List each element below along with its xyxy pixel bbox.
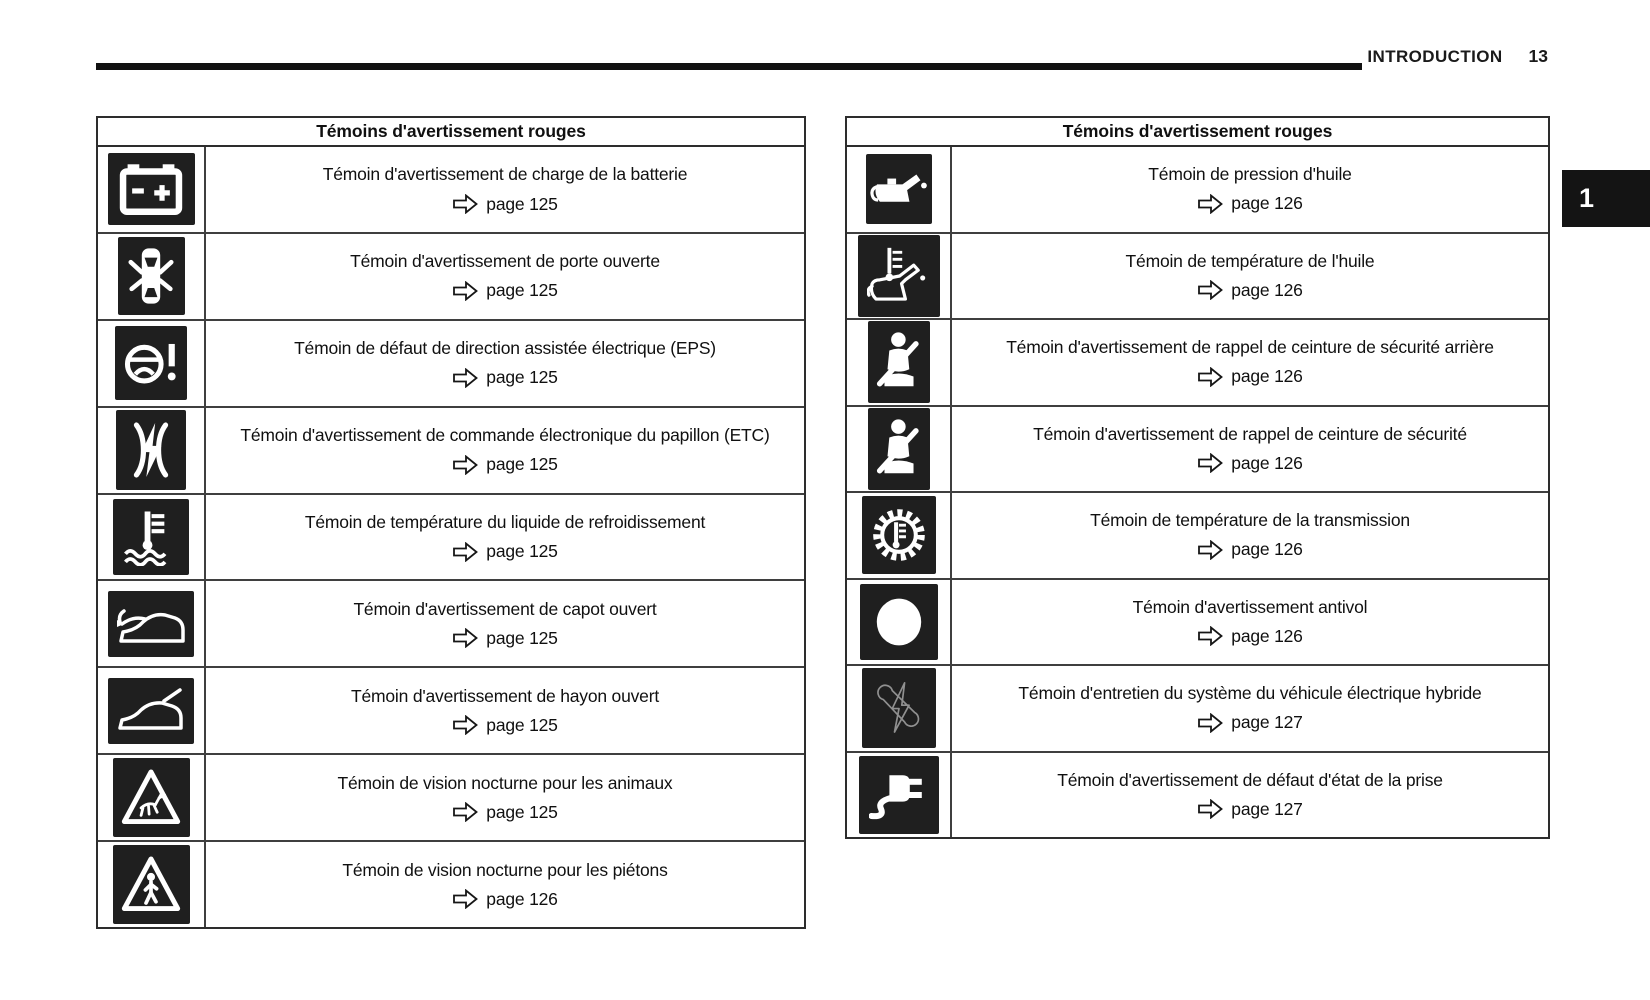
telltale-text-cell xyxy=(952,407,1548,492)
telltale-text-cell xyxy=(206,234,804,319)
telltale-icon-cell xyxy=(847,753,952,838)
transmission-temperature-icon xyxy=(862,496,936,574)
telltale-text-cell xyxy=(206,581,804,666)
warning-light-label: Témoin de pression d'huile xyxy=(1148,164,1352,185)
telltale-icon-cell xyxy=(98,755,206,840)
telltale-icon-cell xyxy=(98,147,206,232)
page-number: 13 xyxy=(1528,46,1548,66)
telltale-text-cell xyxy=(206,842,804,927)
page-reference-link[interactable] xyxy=(1197,193,1302,214)
telltale-icon-cell xyxy=(847,320,952,405)
table-row xyxy=(98,406,804,493)
page-reference-link[interactable] xyxy=(452,367,557,388)
telltale-text-cell xyxy=(952,493,1548,578)
telltale-icon-cell xyxy=(98,842,206,927)
telltale-text-cell xyxy=(206,147,804,232)
page-reference-text: page 125 xyxy=(486,454,558,475)
seatbelt-reminder-rear-icon xyxy=(868,321,930,403)
page-arrow-icon xyxy=(1197,194,1223,214)
page-arrow-icon xyxy=(452,889,478,909)
warning-light-label: Témoin de vision nocturne pour les piétons xyxy=(342,859,668,880)
page-reference-link[interactable] xyxy=(452,541,557,562)
table-title: Témoins d'avertissement rouges xyxy=(847,118,1548,147)
page-arrow-icon xyxy=(1197,367,1223,387)
section-title: INTRODUCTION xyxy=(1367,47,1503,66)
table-body xyxy=(98,147,804,927)
hood-open-icon xyxy=(108,591,194,657)
table-row xyxy=(847,751,1548,838)
night-vision-pedestrian-icon xyxy=(113,845,190,924)
telltale-text-cell xyxy=(952,580,1548,665)
liftgate-open-icon xyxy=(108,678,194,744)
table-row xyxy=(847,664,1548,751)
table-row xyxy=(847,232,1548,319)
page-arrow-icon xyxy=(1197,453,1223,473)
table-row xyxy=(98,579,804,666)
warning-light-label: Témoin de vision nocturne pour les animaux xyxy=(337,772,673,793)
page-reference-text: page 127 xyxy=(1231,712,1303,733)
oil-pressure-icon xyxy=(866,154,932,224)
warning-light-label: Témoin de défaut de direction assistée électrique (EPS) xyxy=(294,338,716,359)
battery-charge-icon xyxy=(108,153,195,225)
oil-temperature-icon xyxy=(858,235,940,317)
table-row xyxy=(847,578,1548,665)
telltale-icon-cell xyxy=(98,234,206,319)
telltale-icon-cell xyxy=(847,147,952,232)
table-title: Témoins d'avertissement rouges xyxy=(98,118,804,147)
page-reference-text: page 125 xyxy=(486,367,558,388)
warning-light-label: Témoin de température de l'huile xyxy=(1125,250,1375,271)
telltale-text-cell xyxy=(952,320,1548,405)
telltale-icon-cell xyxy=(98,495,206,580)
page-reference-link[interactable] xyxy=(452,715,557,736)
page-reference-text: page 125 xyxy=(486,193,558,214)
telltale-text-cell xyxy=(952,234,1548,319)
chapter-tab-label: 1 xyxy=(1579,183,1595,213)
telltale-icon-cell xyxy=(847,666,952,751)
warning-light-label: Témoin d'avertissement de rappel de ceinture de sécurité arrière xyxy=(1006,337,1494,358)
etc-warning-icon xyxy=(116,410,186,490)
table-row xyxy=(98,753,804,840)
telltale-text-cell xyxy=(206,495,804,580)
warning-light-label: Témoin d'avertissement antivol xyxy=(1132,596,1368,617)
page-reference-link[interactable] xyxy=(1197,799,1302,820)
page-reference-link[interactable] xyxy=(452,194,557,215)
table-row xyxy=(847,147,1548,232)
page-reference-text: page 127 xyxy=(1231,798,1303,819)
page-reference-text: page 126 xyxy=(1231,366,1303,387)
table-row xyxy=(98,147,804,232)
page-reference-text: page 125 xyxy=(486,541,558,562)
page-arrow-icon xyxy=(452,194,478,214)
page-reference-text: page 126 xyxy=(1231,452,1303,473)
warning-light-label: Témoin d'avertissement de défaut d'état de la prise xyxy=(1057,769,1443,790)
page-arrow-icon xyxy=(1197,799,1223,819)
page-reference-text: page 126 xyxy=(486,888,558,909)
warning-light-label: Témoin d'avertissement de capot ouvert xyxy=(353,598,657,619)
telltale-icon-cell xyxy=(847,234,952,319)
page-reference-text: page 126 xyxy=(1231,625,1303,646)
page-reference-text: page 125 xyxy=(486,280,558,301)
page-reference-link[interactable] xyxy=(452,802,557,823)
page-reference-link[interactable] xyxy=(452,280,557,301)
warning-light-label: Témoin de température du liquide de refroidissement xyxy=(304,511,706,532)
warning-light-label: Témoin d'avertissement de commande électronique du papillon (ETC) xyxy=(240,425,770,446)
telltale-text-cell xyxy=(952,666,1548,751)
table-row xyxy=(847,318,1548,405)
telltale-text-cell xyxy=(952,753,1548,838)
page-arrow-icon xyxy=(452,281,478,301)
warning-light-label: Témoin d'avertissement de charge de la batterie xyxy=(322,164,688,185)
telltale-icon-cell xyxy=(847,493,952,578)
page-reference-link[interactable] xyxy=(1197,366,1302,387)
page-reference-link[interactable] xyxy=(452,454,557,475)
warning-light-label: Témoin d'avertissement de rappel de ceinture de sécurité xyxy=(1033,423,1467,444)
seatbelt-reminder-icon xyxy=(868,408,930,490)
page-arrow-icon xyxy=(452,455,478,475)
eps-warning-icon xyxy=(115,326,187,400)
table-row xyxy=(847,405,1548,492)
header-rule xyxy=(96,63,1362,70)
page-reference-link[interactable] xyxy=(1197,626,1302,647)
page-reference-link[interactable] xyxy=(452,628,557,649)
warning-light-label: Témoin d'entretien du système du véhicule électrique hybride xyxy=(1018,683,1482,704)
table-row xyxy=(98,840,804,927)
page-reference-link[interactable] xyxy=(1197,712,1302,733)
page-arrow-icon xyxy=(452,628,478,648)
night-vision-animal-icon xyxy=(113,758,190,837)
page-reference-text: page 125 xyxy=(486,714,558,735)
telltale-icon-cell xyxy=(847,580,952,665)
page-arrow-icon xyxy=(452,368,478,388)
telltale-text-cell xyxy=(206,321,804,406)
telltale-icon-cell xyxy=(98,581,206,666)
page-reference-text: page 126 xyxy=(1231,279,1303,300)
telltale-icon-cell xyxy=(847,407,952,492)
plug-status-fault-icon xyxy=(859,756,939,834)
door-open-icon xyxy=(118,237,185,315)
coolant-temperature-icon xyxy=(113,499,189,575)
page-arrow-icon xyxy=(1197,540,1223,560)
table-row xyxy=(98,232,804,319)
table-row xyxy=(98,319,804,406)
warning-light-label: Témoin d'avertissement de hayon ouvert xyxy=(351,685,659,706)
page-reference-link[interactable] xyxy=(1197,453,1302,474)
table-body xyxy=(847,147,1548,837)
table-row xyxy=(847,491,1548,578)
page-reference-text: page 126 xyxy=(1231,539,1303,560)
warning-lights-table-left xyxy=(96,116,806,929)
page-arrow-icon xyxy=(1197,626,1223,646)
telltale-text-cell xyxy=(206,668,804,753)
table-row xyxy=(98,493,804,580)
page-reference-link[interactable] xyxy=(452,889,557,910)
page-arrow-icon xyxy=(452,715,478,735)
page-arrow-icon xyxy=(1197,713,1223,733)
page-header xyxy=(1330,46,1548,67)
page-reference-link[interactable] xyxy=(1197,539,1302,560)
chapter-tab[interactable] xyxy=(1562,170,1650,227)
warning-light-label: Témoin d'avertissement de porte ouverte xyxy=(350,251,660,272)
page-arrow-icon xyxy=(1197,280,1223,300)
table-row xyxy=(98,666,804,753)
telltale-text-cell xyxy=(952,147,1548,232)
page-reference-text: page 125 xyxy=(486,627,558,648)
page-reference-text: page 126 xyxy=(1231,193,1303,214)
antitheft-warning-icon xyxy=(860,584,938,660)
telltale-text-cell xyxy=(206,408,804,493)
telltale-icon-cell xyxy=(98,668,206,753)
page-reference-text: page 125 xyxy=(486,801,558,822)
warning-light-label: Témoin de température de la transmission xyxy=(1090,510,1410,531)
page-arrow-icon xyxy=(452,542,478,562)
telltale-text-cell xyxy=(206,755,804,840)
warning-lights-table-right xyxy=(845,116,1550,839)
telltale-icon-cell xyxy=(98,408,206,493)
hybrid-service-icon xyxy=(862,668,936,748)
telltale-icon-cell xyxy=(98,321,206,406)
page-arrow-icon xyxy=(452,802,478,822)
page-reference-link[interactable] xyxy=(1197,280,1302,301)
